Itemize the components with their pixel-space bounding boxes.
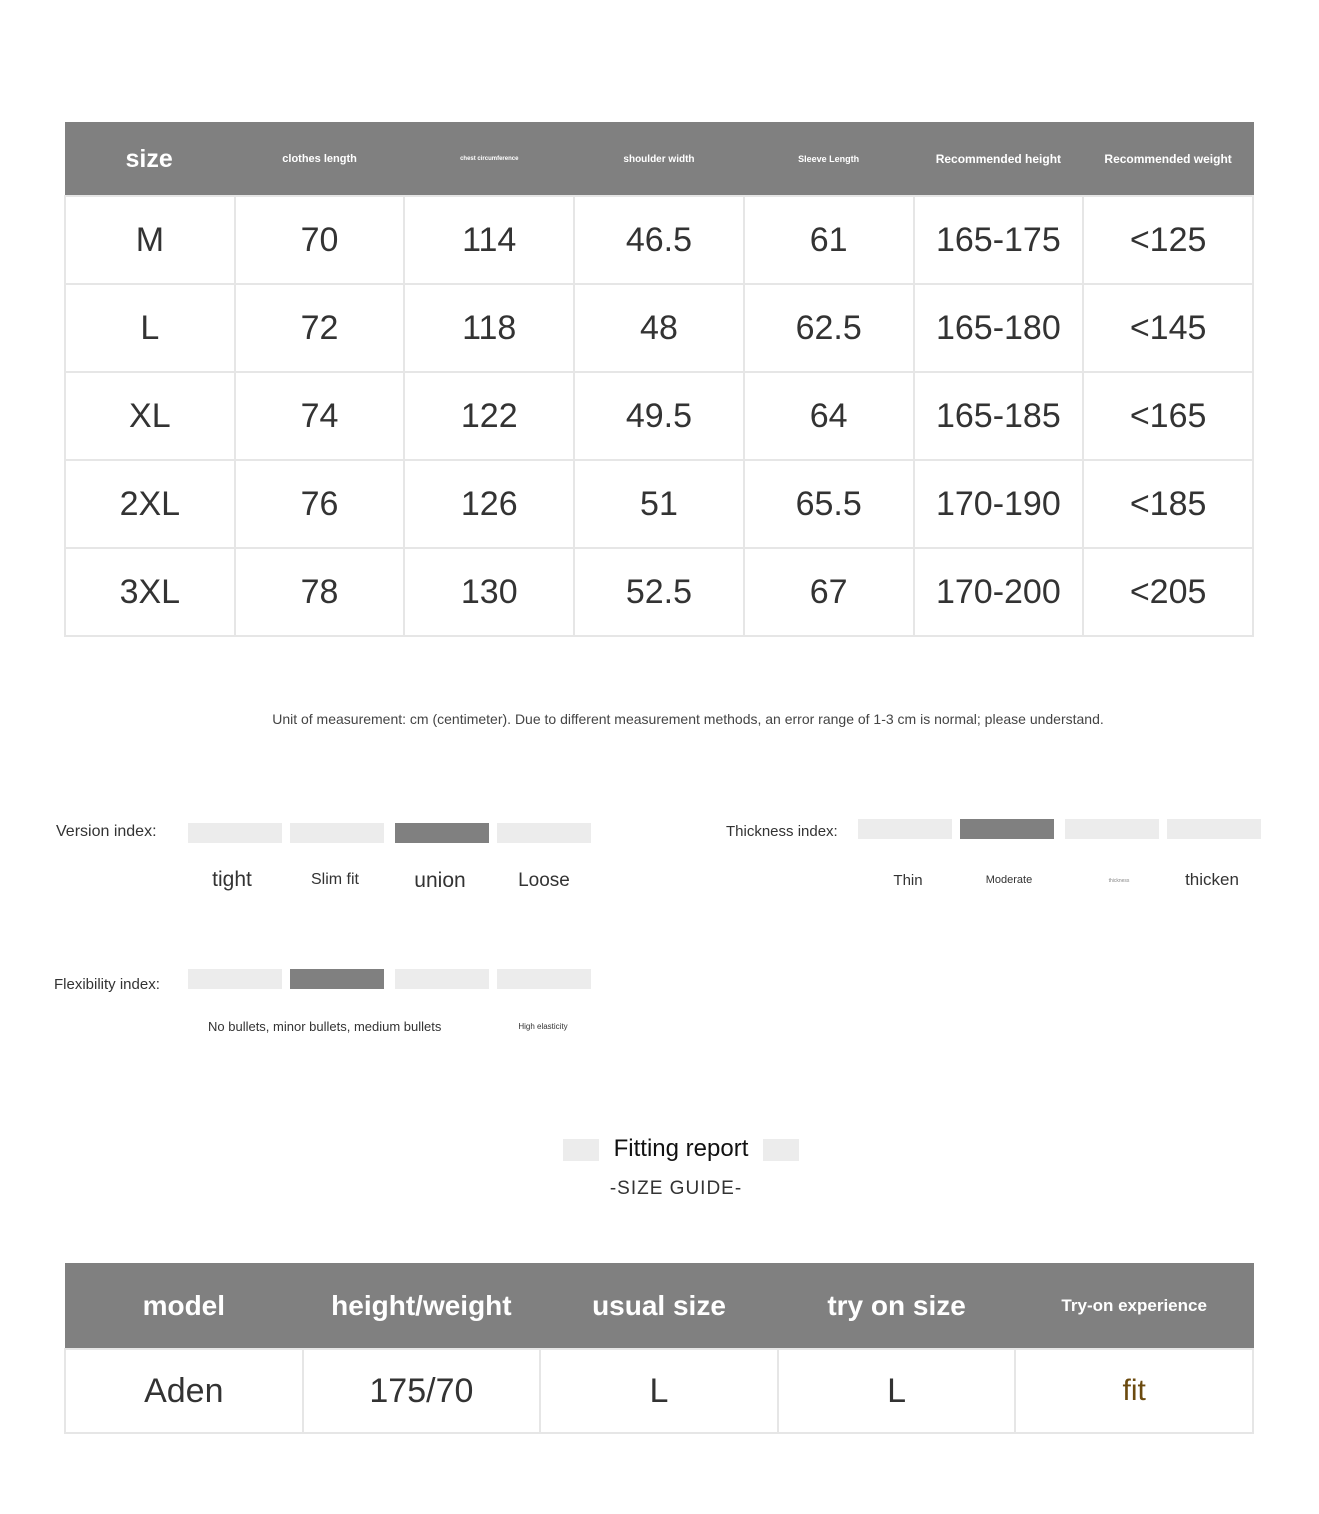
cell-sleeve: 61 [744,196,914,284]
version-option-union: union [414,869,466,892]
cell-height-weight: 175/70 [303,1349,541,1433]
title-decoration-left [563,1139,599,1161]
fitting-report-table [64,1263,1254,1434]
header-size: size [65,123,235,197]
fitting-report-title-text: Fitting report [613,1135,749,1162]
cell-sleeve: 65.5 [744,460,914,548]
thickness-bar-2-selected [960,819,1054,839]
cell-rec-height: 165-175 [914,196,1084,284]
cell-size: L [65,284,235,372]
cell-shoulder: 51 [574,460,744,548]
flexibility-option-high-elasticity: High elasticity [518,1022,568,1031]
version-bar-4 [497,823,591,843]
header-model: model [65,1264,303,1350]
measurement-note: Unit of measurement: cm (centimeter). Due to different measurement methods, an error range of 1-3 cm is normal; please understand. [272,711,1104,727]
title-decoration-right [763,1139,799,1161]
header-recommended-height: Recommended height [914,123,1084,197]
thickness-option-thickness: thickness [1108,878,1130,884]
cell-rec-weight: <125 [1083,196,1253,284]
cell-try-on-size: L [778,1349,1016,1433]
thickness-bar-3 [1065,819,1159,839]
cell-sleeve: 64 [744,372,914,460]
table-row [65,372,1253,460]
cell-clothes-length: 70 [235,196,405,284]
header-chest-circumference: chest circumference [404,123,574,197]
cell-chest: 126 [404,460,574,548]
flexibility-index-label: Flexibility index: [54,976,160,993]
cell-try-on-experience: fit [1015,1349,1253,1433]
cell-usual-size: L [540,1349,778,1433]
thickness-option-moderate: Moderate [985,874,1033,886]
cell-rec-weight: <145 [1083,284,1253,372]
cell-chest: 130 [404,548,574,636]
header-shoulder-width: shoulder width [574,123,744,197]
cell-size: XL [65,372,235,460]
version-option-tight: tight [212,868,252,891]
thickness-bar-1 [858,819,952,839]
cell-rec-weight: <185 [1083,460,1253,548]
cell-clothes-length: 76 [235,460,405,548]
thickness-bar-4 [1167,819,1261,839]
table-row [65,284,1253,372]
version-index-label: Version index: [56,823,157,840]
header-sleeve-length: Sleeve Length [744,123,914,197]
fitting-report-subtitle: -SIZE GUIDE- [609,1178,743,1199]
cell-shoulder: 52.5 [574,548,744,636]
cell-clothes-length: 78 [235,548,405,636]
header-height-weight: height/weight [303,1264,541,1350]
cell-clothes-length: 72 [235,284,405,372]
cell-rec-height: 170-200 [914,548,1084,636]
flexibility-bar-1 [188,969,282,989]
cell-chest: 114 [404,196,574,284]
header-recommended-weight: Recommended weight [1083,123,1253,197]
thickness-option-thicken: thicken [1185,870,1239,889]
cell-rec-height: 170-190 [914,460,1084,548]
version-bar-1 [188,823,282,843]
thickness-index-label: Thickness index: [726,823,838,840]
cell-rec-height: 165-185 [914,372,1084,460]
cell-sleeve: 67 [744,548,914,636]
fitting-report-title [563,1137,799,1161]
cell-size: M [65,196,235,284]
cell-size: 2XL [65,460,235,548]
thickness-option-thin: Thin [893,872,923,889]
flexibility-bar-3 [395,969,489,989]
cell-rec-weight: <205 [1083,548,1253,636]
version-option-loose: Loose [518,870,570,891]
cell-shoulder: 46.5 [574,196,744,284]
flexibility-bar-4 [497,969,591,989]
cell-rec-height: 165-180 [914,284,1084,372]
version-bar-3-selected [395,823,489,843]
version-bar-2 [290,823,384,843]
table-row [65,548,1253,636]
size-chart-header-row [65,123,1253,197]
cell-shoulder: 49.5 [574,372,744,460]
size-chart-table [64,122,1254,637]
flexibility-bar-2-selected [290,969,384,989]
table-row [65,460,1253,548]
table-row [65,1349,1253,1433]
cell-sleeve: 62.5 [744,284,914,372]
header-clothes-length: clothes length [235,123,405,197]
cell-shoulder: 48 [574,284,744,372]
cell-rec-weight: <165 [1083,372,1253,460]
header-try-on-size: try on size [778,1264,1016,1350]
fitting-header-row [65,1264,1253,1350]
cell-chest: 122 [404,372,574,460]
cell-model: Aden [65,1349,303,1433]
header-usual-size: usual size [540,1264,778,1350]
version-option-slim-fit: Slim fit [311,871,359,888]
cell-chest: 118 [404,284,574,372]
cell-clothes-length: 74 [235,372,405,460]
header-try-on-experience: Try-on experience [1015,1264,1253,1350]
table-row [65,196,1253,284]
flexibility-options-text: No bullets, minor bullets, medium bullets [208,1019,442,1034]
cell-size: 3XL [65,548,235,636]
